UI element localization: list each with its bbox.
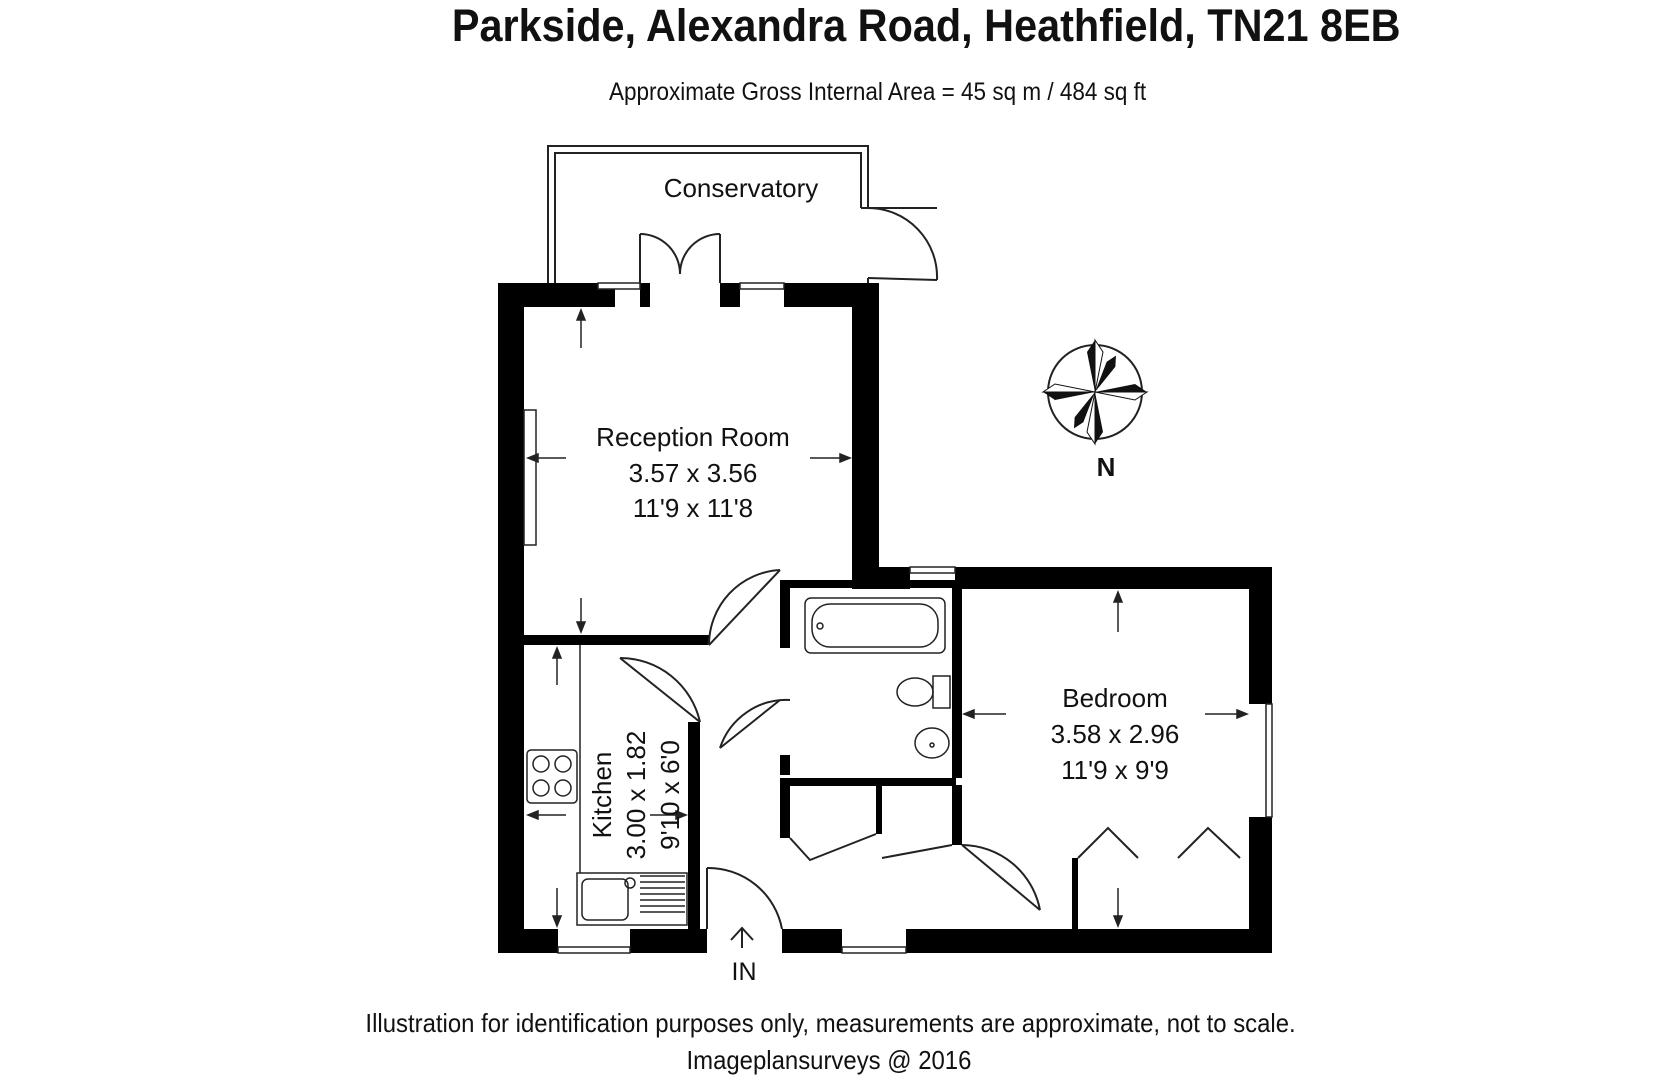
- copyright-text: Imageplansurveys @ 2016: [686, 1045, 972, 1075]
- compass-icon: [1043, 340, 1147, 444]
- gross-area-subtitle: Approximate Gross Internal Area = 45 sq m / 484 sq ft: [609, 78, 1147, 106]
- walls: [498, 283, 1272, 953]
- interior-doors: [620, 570, 1240, 929]
- compass-north-label: N: [1096, 452, 1116, 482]
- reception-room-metric: 3.57 x 3.56: [628, 458, 758, 488]
- conservatory-outline: [548, 146, 937, 283]
- entrance-arrow-icon: [731, 928, 753, 948]
- disclaimer-text: Illustration for identification purposes only, measurements are approximate, not to scale.: [365, 1008, 1296, 1038]
- conservatory-label: Conservatory: [663, 173, 819, 203]
- bedroom-label: Bedroom: [1062, 683, 1168, 713]
- bedroom-metric: 3.58 x 2.96: [1050, 719, 1180, 749]
- bedroom-imperial: 11'9 x 9'9: [1061, 755, 1169, 785]
- bathroom-fixtures: [805, 598, 950, 758]
- reception-room-label: Reception Room: [596, 422, 790, 452]
- french-doors: [640, 234, 720, 283]
- kitchen-imperial: 9'10 x 6'0: [655, 740, 685, 850]
- entrance-label: IN: [731, 958, 757, 986]
- property-address-title: Parkside, Alexandra Road, Heathfield, TN21 8EB: [451, 0, 1401, 51]
- kitchen-metric: 3.00 x 1.82: [621, 730, 651, 860]
- kitchen-label: Kitchen: [587, 751, 617, 839]
- reception-room-imperial: 11'9 x 11'8: [632, 493, 754, 523]
